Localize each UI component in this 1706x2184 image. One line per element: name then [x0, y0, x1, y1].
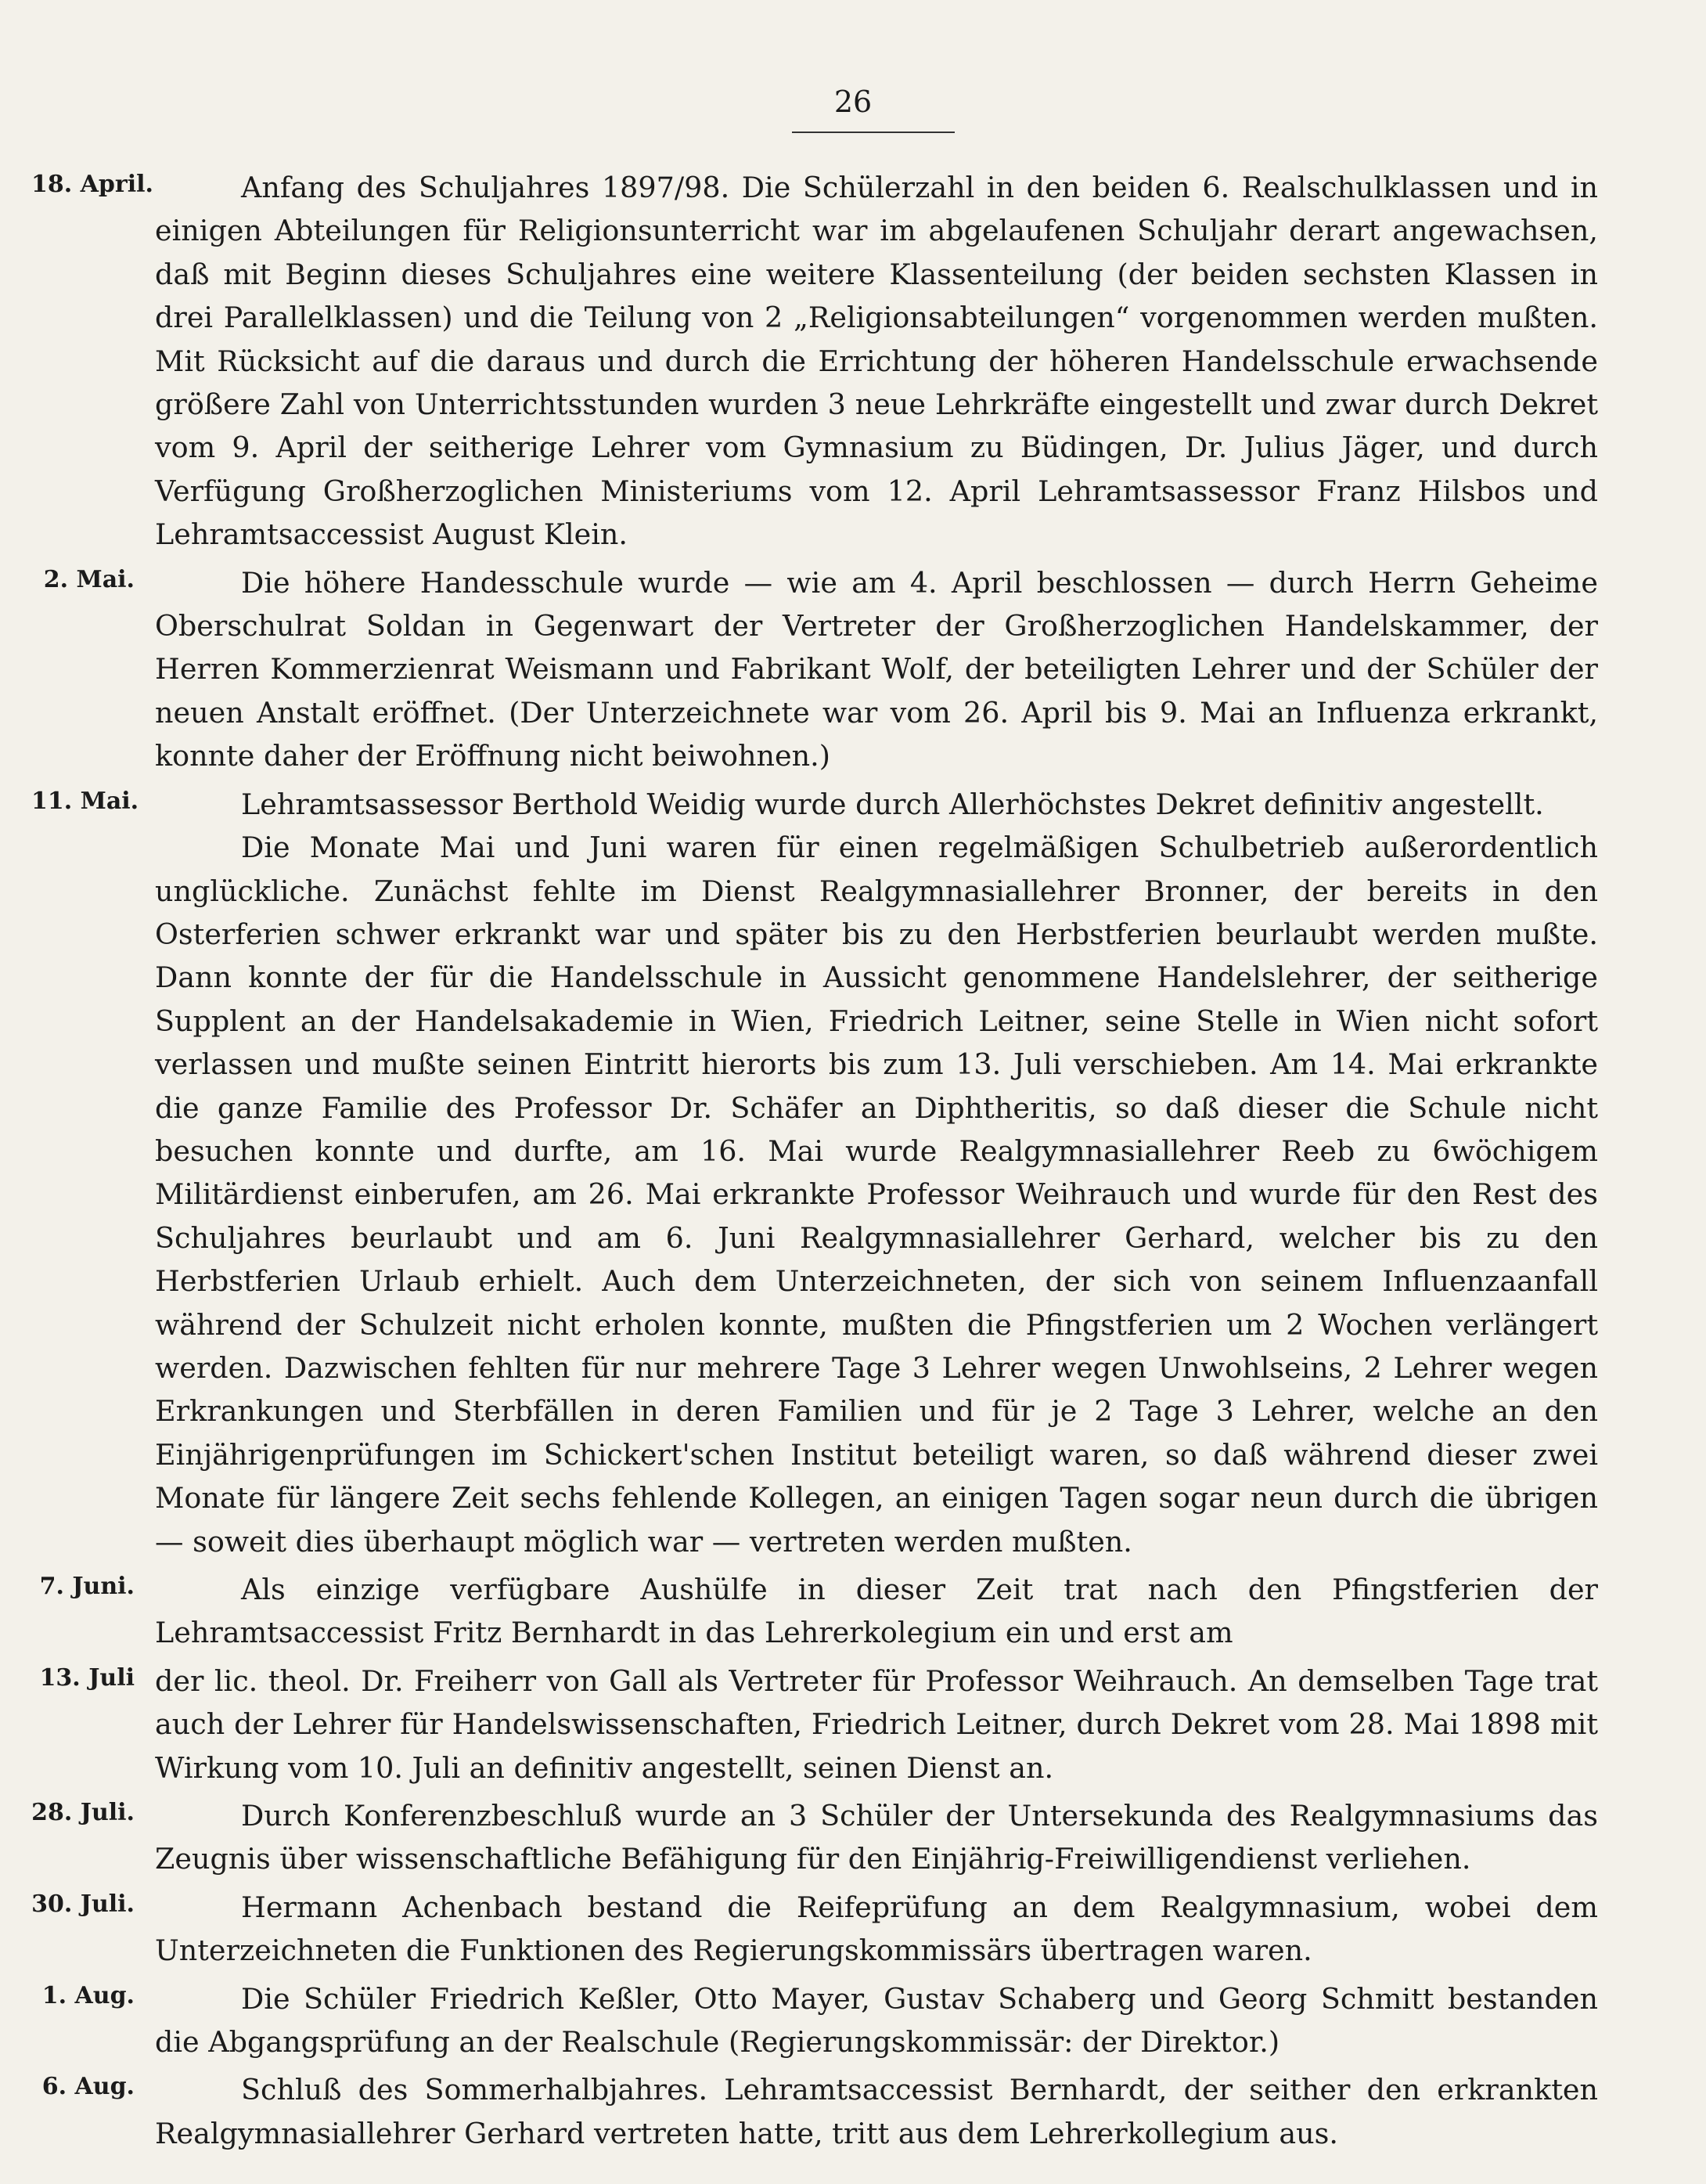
entry-text: Die Schüler Friedrich Keßler, Otto Mayer, Gustav Schaberg und Georg Schmitt bestanden die Abgangsprüfung an der Realschule (Regierungskommissär: der Direktor.) — [155, 1981, 1598, 2060]
page-number: 26 — [833, 85, 873, 119]
entry-text: Durch Konferenzbeschluß wurde an 3 Schüler der Untersekunda des Realgymnasiums das Zeugnis über wissenschaftliche Befähigung für den Einjährig-Freiwilligendienst verliehen. — [155, 1799, 1598, 1876]
entry-date: 7. Juni. — [39, 1573, 135, 1600]
entry-date: 18. April. — [31, 171, 153, 198]
entry-30-juli — [0, 1886, 1706, 1973]
entry-date: 30. Juli. — [31, 1890, 135, 1918]
entry-date: 11. Mai. — [31, 787, 139, 815]
entry-date: 6. Aug. — [41, 2073, 135, 2101]
header-rule — [792, 132, 955, 133]
entry-1-aug — [0, 1977, 1706, 2064]
entry-28-juli — [0, 1794, 1706, 1881]
entry-18-april — [0, 166, 1706, 557]
entry-date: 1. Aug. — [41, 1981, 135, 2009]
entry-6-aug — [0, 2068, 1706, 2155]
entry-7-juni — [0, 1568, 1706, 1655]
entry-text: der lic. theol. Dr. Freiherr von Gall als Vertreter für Professor Weihrauch. An demselben Tage trat auch der Lehrer für Handelswissenschaften, Friedrich Leitner, durch Dekret vom 28. Mai 1898 mit Wirkung vom 10. Juli an definitiv angestellt, seinen Dienst an. — [155, 1663, 1598, 1785]
entry-2-mai — [0, 561, 1706, 778]
chronicle-entries — [0, 166, 1706, 2160]
entry-continuation: Die Monate Mai und Juni waren für einen regelmäßigen Schulbetrieb außerordentlich unglückliche. Zunächst fehlte im Dienst Realgymnasiallehrer Bronner, der bereits in den Osterferien schwer erkrankt war und später bis zu den Herbstferien beurlaubt werden mußte. Dann konnte der für die Handelsschule in Aussicht genommene Handelslehrer, der seitherige Supplent an der Handelsakademie in Wien, Friedrich Leitner, seine Stelle in Wien nicht sofort verlassen und mußte seinen Eintritt hierorts bis zum 13. Juli verschieben. Am 14. Mai erkrankte die ganze Familie des Professor Dr. Schäfer an Diphtheritis, so daß dieser die Schule nicht besuchen konnte und durfte, am 16. Mai wurde Realgymnasiallehrer Reeb zu 6wöchigem Militärdienst einberufen, am 26. Mai erkrankte Professor Weihrauch und wurde für den Rest des Schuljahres beurlaubt und am 6. Juni Realgymnasiallehrer Gerhard, welcher bis zu den Herbstferien Urlaub erhielt. Auch dem Unterzeichneten, der sich von seinem Influenzaanfall während der Schulzeit nicht erholen konnte, mußten die Pfingstferien um 2 Wochen verlängert werden. Dazwischen fehlten für nur mehrere Tage 3 Lehrer wegen Unwohlseins, 2 Lehrer wegen Erkrankungen und Sterbfällen in deren Familien und für je 2 Tage 3 Lehrer, welche an den Einjährigenprüfungen im Schickert'schen Institut beteiligt waren, so daß während dieser zwei Monate für längere Zeit sechs fehlende Kollegen, an einigen Tagen sogar neun durch die übrigen — soweit dies überhaupt möglich war — vertreten werden mußten. — [155, 831, 1598, 1559]
entry-date: 28. Juli. — [31, 1799, 135, 1827]
entry-text: Die höhere Handesschule wurde — wie am 4. April beschlossen — durch Herrn Geheime Oberschulrat Soldan in Gegenwart der Vertreter der Großherzoglichen Handelskammer, der Herren Kommerzienrat Weismann und Fabrikant Wolf, der beteiligten Lehrer und der Schüler der neuen Anstalt eröffnet. (Der Unterzeichnete war vom 26. April bis 9. Mai an Influenza erkrankt, konnte daher der Eröffnung nicht beiwohnen.) — [155, 565, 1598, 773]
entry-11-mai — [0, 783, 1706, 1563]
entry-date: 2. Mai. — [43, 565, 135, 593]
entry-text: Anfang des Schuljahres 1897/98. Die Schülerzahl in den beiden 6. Realschulklassen und in einigen Abteilungen für Religionsunterricht war im abgelaufenen Schuljahr derart angewachsen, daß mit Beginn dieses Schuljahres eine weitere Klassenteilung (der beiden sechsten Klassen in drei Parallelklassen) und die Teilung von 2 „Religionsabteilungen“ vorgenommen werden mußten. Mit Rücksicht auf die daraus und durch die Errichtung der höheren Handelsschule erwachsende größere Zahl von Unterrichtsstunden wurden 3 neue Lehrkräfte eingestellt und zwar durch Dekret vom 9. April der seitherige Lehrer vom Gymnasium zu Büdingen, Dr. Julius Jäger, und durch Verfügung Großherzoglichen Ministeriums vom 12. April Lehramtsassessor Franz Hilsbos und Lehramtsaccessist August Klein. — [155, 171, 1598, 552]
entry-text: Schluß des Sommerhalbjahres. Lehramtsaccessist Bernhardt, der seither den erkrankten Realgymnasiallehrer Gerhard vertreten hatte, tritt aus dem Lehrerkollegium aus. — [155, 2073, 1598, 2150]
entry-13-juli — [0, 1660, 1706, 1789]
entry-text: Lehramtsassessor Berthold Weidig wurde durch Allerhöchstes Dekret definitiv angestellt. — [241, 787, 1544, 821]
entry-text: Als einzige verfügbare Aushülfe in dieser Zeit trat nach den Pfingstferien der Lehramtsaccessist Fritz Bernhardt in das Lehrerkolegium ein und erst am — [155, 1573, 1598, 1650]
entry-text: Hermann Achenbach bestand die Reifeprüfung an dem Realgymnasium, wobei dem Unterzeichneten die Funktionen des Regierungskommissärs übertragen waren. — [155, 1890, 1598, 1968]
entry-date: 13. Juli — [39, 1663, 135, 1692]
